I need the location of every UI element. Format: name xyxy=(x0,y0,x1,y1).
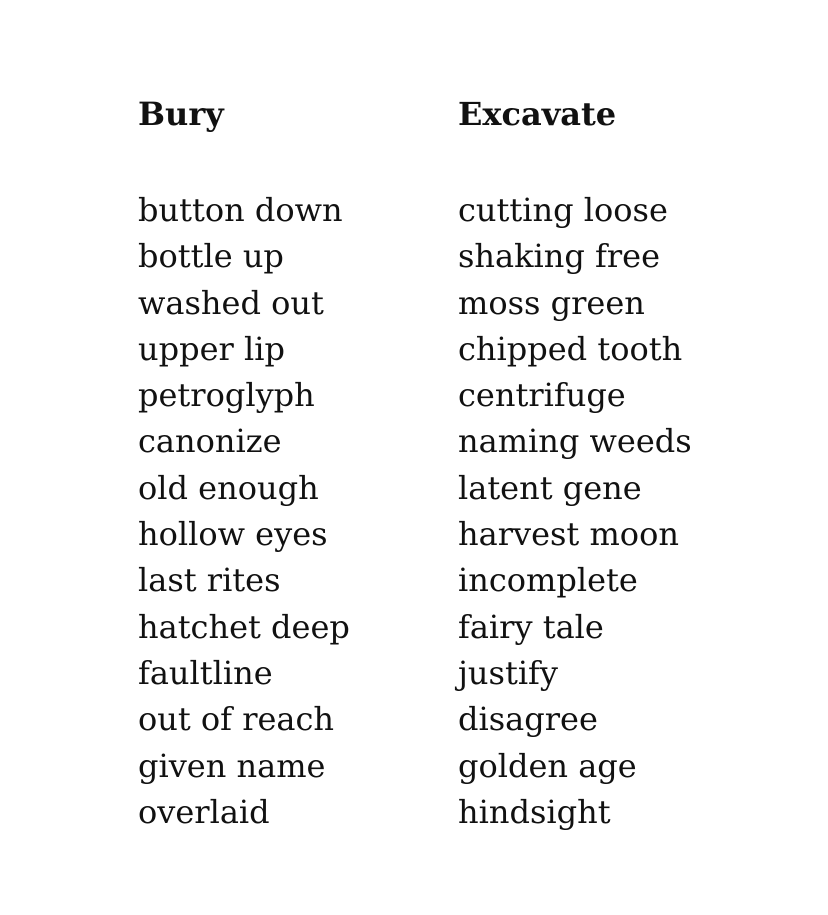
list-item: old enough xyxy=(138,468,319,507)
list-item: chipped tooth xyxy=(458,329,683,368)
list-item: fairy tale xyxy=(458,607,604,646)
list-item: canonize xyxy=(138,422,282,461)
excavate-column xyxy=(458,94,692,835)
list-item: moss green xyxy=(458,283,645,322)
list-item: disagree xyxy=(458,700,598,739)
bury-heading: Bury xyxy=(138,95,224,133)
list-item: incomplete xyxy=(458,561,638,600)
list-item: centrifuge xyxy=(458,376,626,415)
list-item: naming weeds xyxy=(458,422,692,461)
list-item: hatchet deep xyxy=(138,607,350,646)
list-item: overlaid xyxy=(138,792,270,831)
list-item: washed out xyxy=(138,283,324,322)
list-item: hindsight xyxy=(458,792,611,831)
list-item: latent gene xyxy=(458,468,642,507)
list-item: cutting loose xyxy=(458,191,668,229)
list-item: out of reach xyxy=(138,700,335,739)
list-item: hollow eyes xyxy=(138,515,328,554)
excavate-heading: Excavate xyxy=(458,95,617,133)
list-item: last rites xyxy=(138,561,281,600)
list-item: justify xyxy=(458,653,558,692)
bury-column xyxy=(138,94,350,835)
list-item: golden age xyxy=(458,746,637,785)
list-item: upper lip xyxy=(138,329,285,368)
list-item: button down xyxy=(138,191,343,229)
list-item: given name xyxy=(138,746,326,785)
list-item: shaking free xyxy=(458,237,661,276)
list-item: petroglyph xyxy=(138,376,315,415)
list-item: bottle up xyxy=(138,237,284,276)
list-item: faultline xyxy=(138,653,273,692)
bury-word-list xyxy=(138,187,350,835)
excavate-word-list xyxy=(458,187,692,835)
list-item: harvest moon xyxy=(458,515,679,554)
